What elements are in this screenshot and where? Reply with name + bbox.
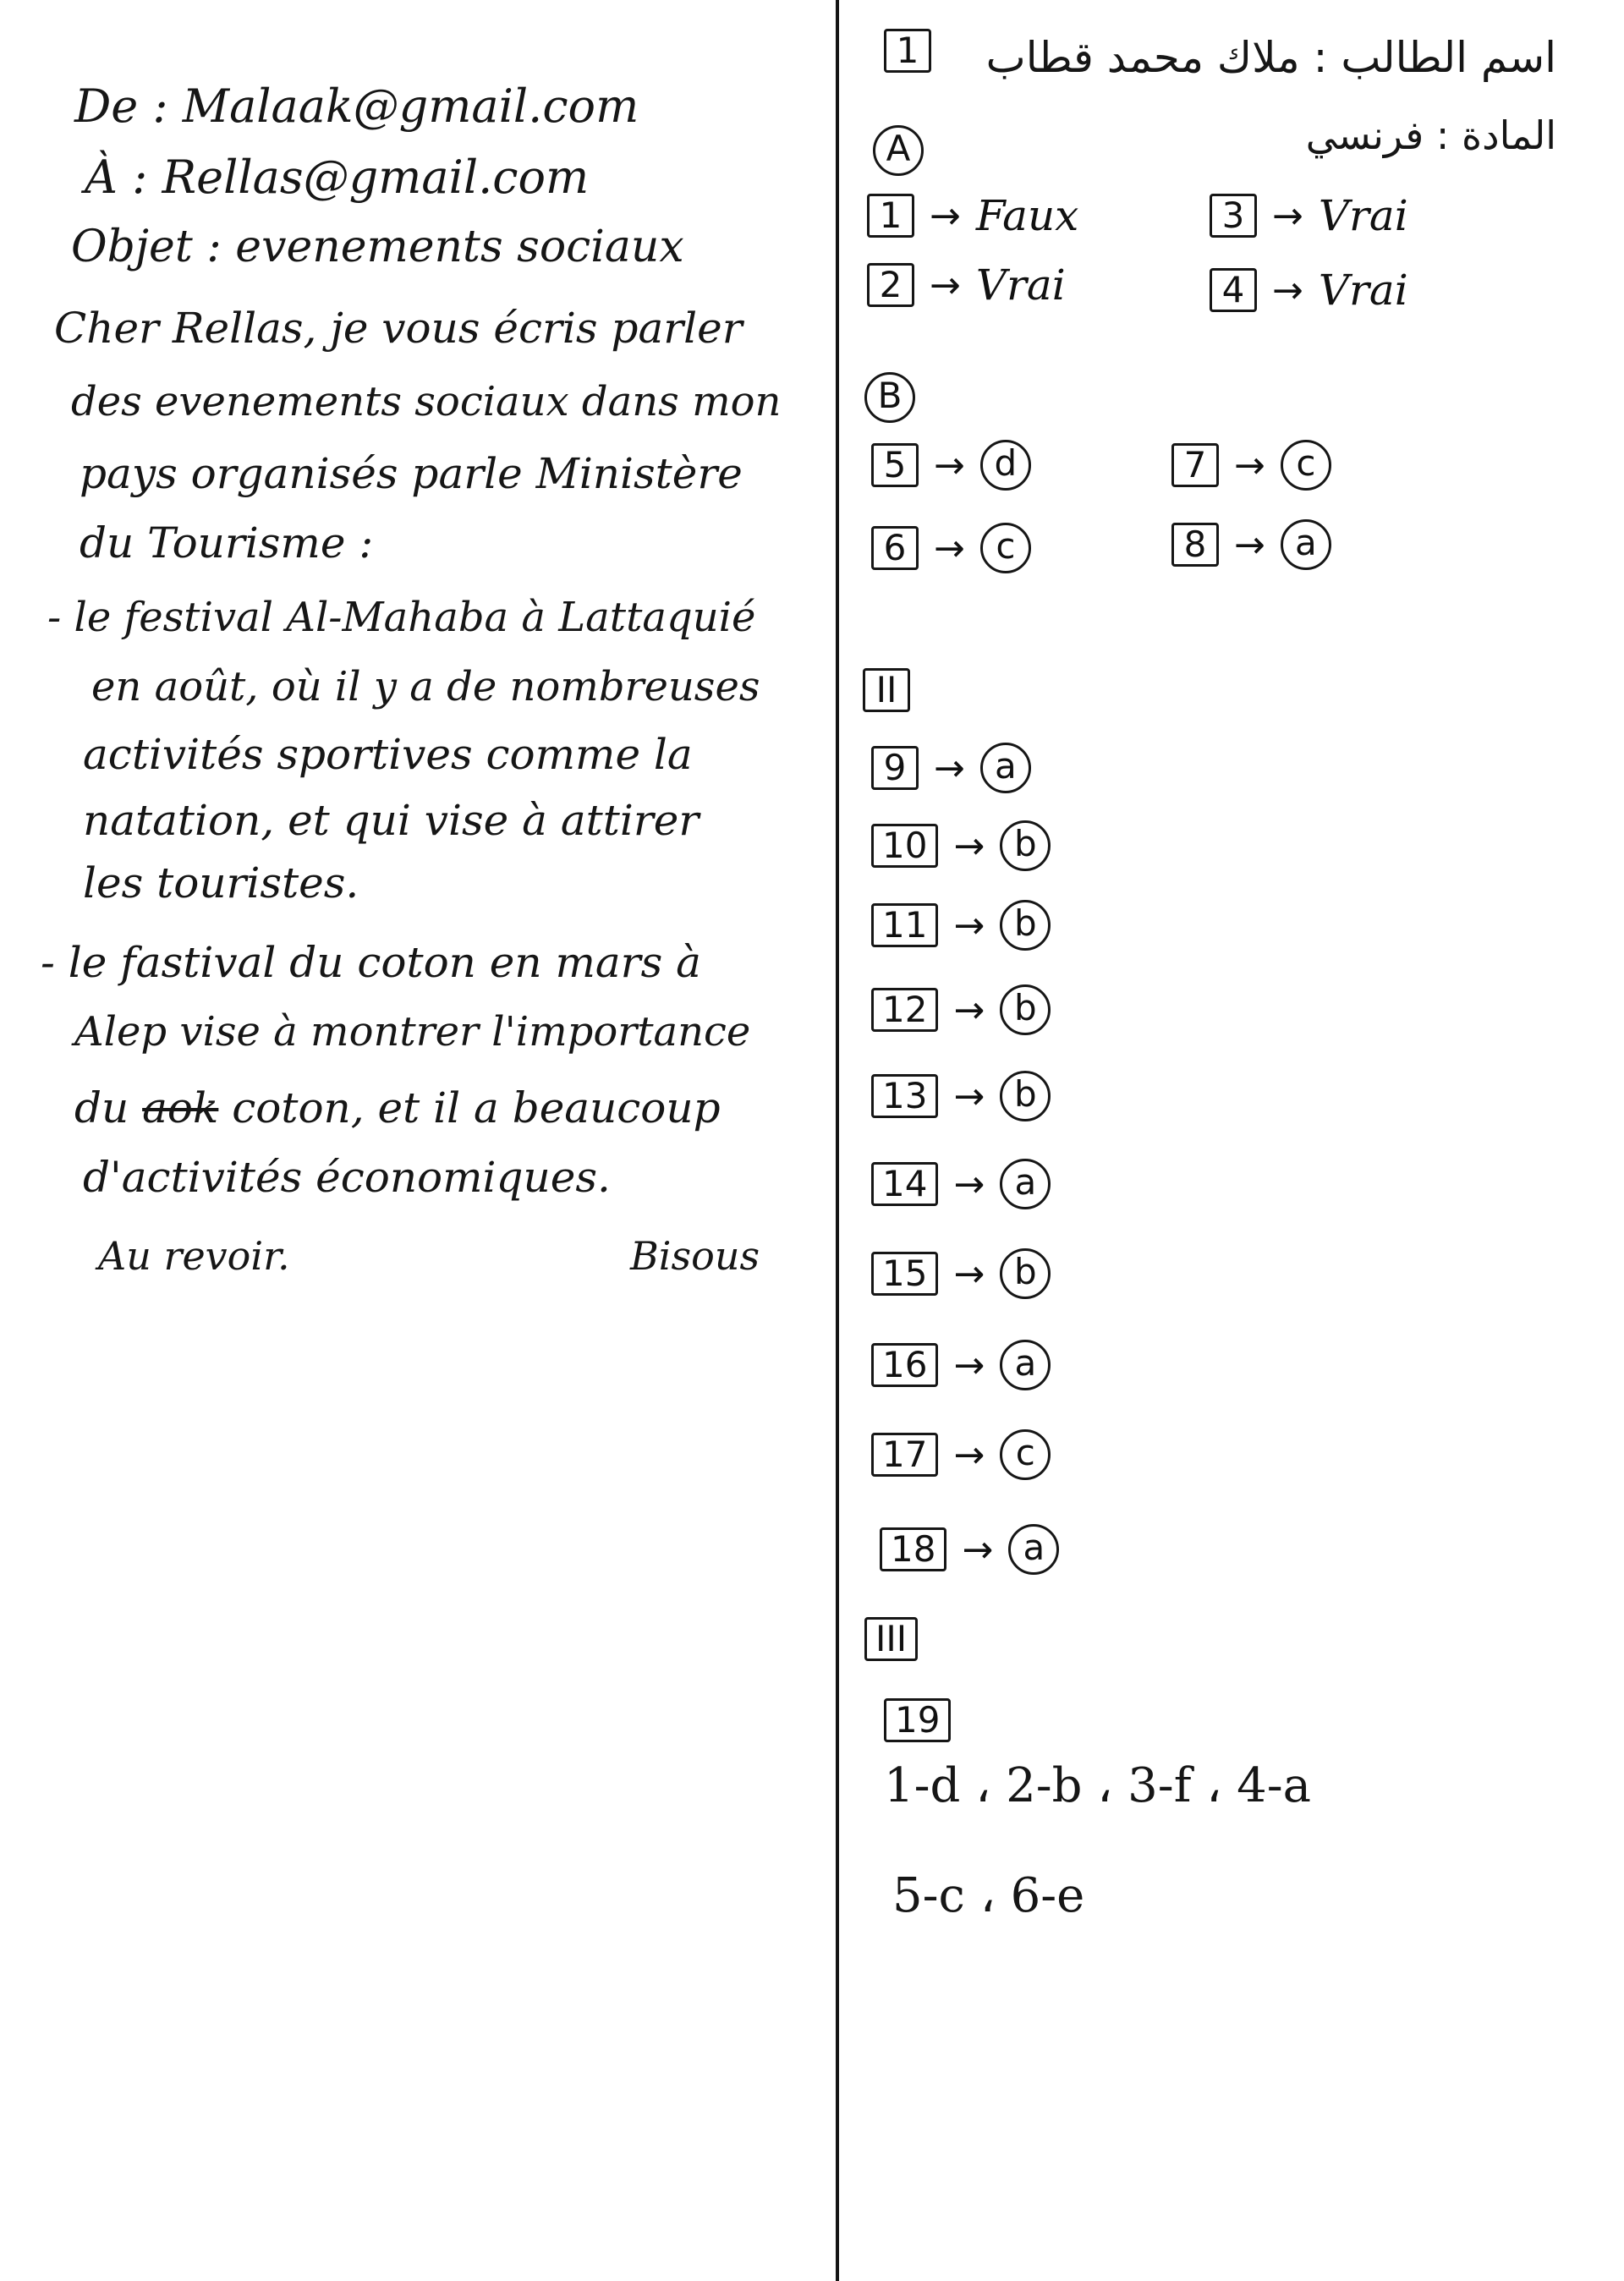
letter-line: pays organisés parle Ministère — [80, 449, 743, 498]
question-number: 7 — [1171, 443, 1219, 487]
arrow-icon: → — [953, 1252, 985, 1296]
arrow-icon: → — [934, 526, 965, 570]
answer-choice: a — [980, 743, 1031, 793]
answer-18 — [880, 1524, 1059, 1575]
question-number: 6 — [871, 526, 919, 570]
question-number: 16 — [871, 1343, 938, 1387]
letter-closing: Au revoir. — [98, 1233, 290, 1279]
question-number: 4 — [1210, 268, 1257, 312]
answer-5 — [871, 440, 1031, 491]
answer-choice: d — [980, 440, 1031, 491]
answer-9 — [871, 743, 1031, 793]
answer-6 — [871, 523, 1031, 573]
arrow-icon: → — [953, 1433, 985, 1477]
answer-value: Vrai — [975, 260, 1066, 310]
arrow-icon: → — [962, 1527, 994, 1571]
letter-line: natation, et qui vise à attirer — [83, 796, 700, 845]
answer-choice: b — [1000, 984, 1051, 1035]
letter-word: coton, et il a beaucoup — [232, 1083, 721, 1132]
question-number: 8 — [1171, 523, 1219, 567]
answer-1 — [867, 191, 1078, 240]
arrow-icon: → — [1234, 443, 1265, 487]
question-number: 11 — [871, 903, 938, 947]
arrow-icon: → — [1272, 268, 1303, 312]
letter-to: À : Rellas@gmail.com — [85, 151, 590, 204]
answer-value: Faux — [975, 191, 1079, 240]
arrow-icon: → — [953, 1343, 985, 1387]
answer-17 — [871, 1429, 1051, 1480]
letter-line: les touristes. — [83, 858, 359, 907]
arrow-icon: → — [953, 1162, 985, 1206]
arrow-icon: → — [1234, 523, 1265, 567]
answer-12 — [871, 984, 1051, 1035]
answer-3 — [1210, 191, 1408, 240]
letter-line: des evenements sociaux dans mon — [71, 378, 782, 425]
answer-8 — [1171, 519, 1331, 570]
section-iii-label — [864, 1617, 918, 1661]
question-number: 15 — [871, 1252, 938, 1296]
answer-choice: b — [1000, 820, 1051, 871]
answer-choice: c — [980, 523, 1031, 573]
answer-4 — [1210, 266, 1408, 315]
letter-line — [74, 1083, 721, 1133]
arrow-icon: → — [930, 263, 961, 307]
answer-16 — [871, 1340, 1051, 1390]
arrow-icon: → — [934, 746, 965, 790]
answer-11 — [871, 900, 1051, 951]
answer-value: Vrai — [1318, 266, 1408, 315]
question-number: 19 — [884, 1698, 951, 1742]
page-number-box: 1 — [884, 29, 931, 73]
section-b-label — [864, 372, 915, 423]
answer-2 — [867, 260, 1066, 310]
answer-14 — [871, 1159, 1051, 1209]
answer-choice: a — [1000, 1159, 1051, 1209]
answer-choice: b — [1000, 900, 1051, 951]
letter-line: du Tourisme : — [80, 518, 374, 568]
question-number: 17 — [871, 1433, 938, 1477]
section-a-label — [873, 125, 924, 176]
section-a-circle: A — [873, 125, 924, 176]
letter-word: du — [74, 1083, 129, 1132]
question-number: 9 — [871, 746, 919, 790]
letter-line: en août, où il y a de nombreuses — [91, 663, 760, 710]
answer-choice: a — [1000, 1340, 1051, 1390]
crossed-out-word: aok — [142, 1083, 219, 1132]
arrow-icon: → — [953, 824, 985, 868]
question-number: 14 — [871, 1162, 938, 1206]
letter-line: - le festival Al-Mahaba à Lattaquié — [47, 594, 756, 641]
arrow-icon: → — [1272, 194, 1303, 238]
column-divider — [836, 0, 839, 2281]
answer-choice: b — [1000, 1071, 1051, 1121]
letter-subject: Objet : evenements sociaux — [71, 222, 684, 272]
answer-choice: b — [1000, 1248, 1051, 1299]
section-b-circle: B — [864, 372, 915, 423]
letter-line: d'activités économiques. — [83, 1153, 611, 1202]
arrow-icon: → — [953, 903, 985, 947]
letter-line: Cher Rellas, je vous écris parler — [54, 304, 743, 353]
question-number: 3 — [1210, 194, 1257, 238]
answer-10 — [871, 820, 1051, 871]
answer-7 — [1171, 440, 1331, 491]
section-ii-box: II — [863, 668, 910, 712]
answer-value: Vrai — [1318, 191, 1408, 240]
letter-from: De : Malaak@gmail.com — [74, 80, 639, 133]
question-number: 13 — [871, 1074, 938, 1118]
answer-13 — [871, 1071, 1051, 1121]
section-iii-box: III — [864, 1617, 918, 1661]
subject-label: المادة : فرنسي — [1305, 112, 1556, 158]
letter-line: Alep vise à montrer l'importance — [74, 1008, 751, 1056]
letter-signoff: Bisous — [630, 1233, 760, 1279]
matching-answers-line-1: 1-d ، 2-b ، 3-f ، 4-a — [884, 1758, 1312, 1813]
matching-answers-line-2: 5-c ، 6-e — [892, 1868, 1085, 1923]
page-number — [884, 29, 931, 73]
arrow-icon: → — [934, 443, 965, 487]
letter-line: - le fastival du coton en mars à — [41, 938, 701, 987]
question-number: 1 — [867, 194, 914, 238]
student-name: اسم الطالب : ملاك محمد قطاب — [985, 33, 1556, 82]
answer-choice: c — [1000, 1429, 1051, 1480]
arrow-icon: → — [953, 1074, 985, 1118]
question-number: 5 — [871, 443, 919, 487]
arrow-icon: → — [930, 194, 961, 238]
question-number: 10 — [871, 824, 938, 868]
question-number: 12 — [871, 988, 938, 1032]
question-19 — [884, 1698, 951, 1742]
letter-line: activités sportives comme la — [83, 730, 693, 779]
question-number: 2 — [867, 263, 914, 307]
answer-15 — [871, 1248, 1051, 1299]
question-number: 18 — [880, 1527, 946, 1571]
answer-choice: a — [1008, 1524, 1059, 1575]
arrow-icon: → — [953, 988, 985, 1032]
section-ii-label — [863, 668, 910, 712]
answer-choice: a — [1281, 519, 1331, 570]
answer-choice: c — [1281, 440, 1331, 491]
